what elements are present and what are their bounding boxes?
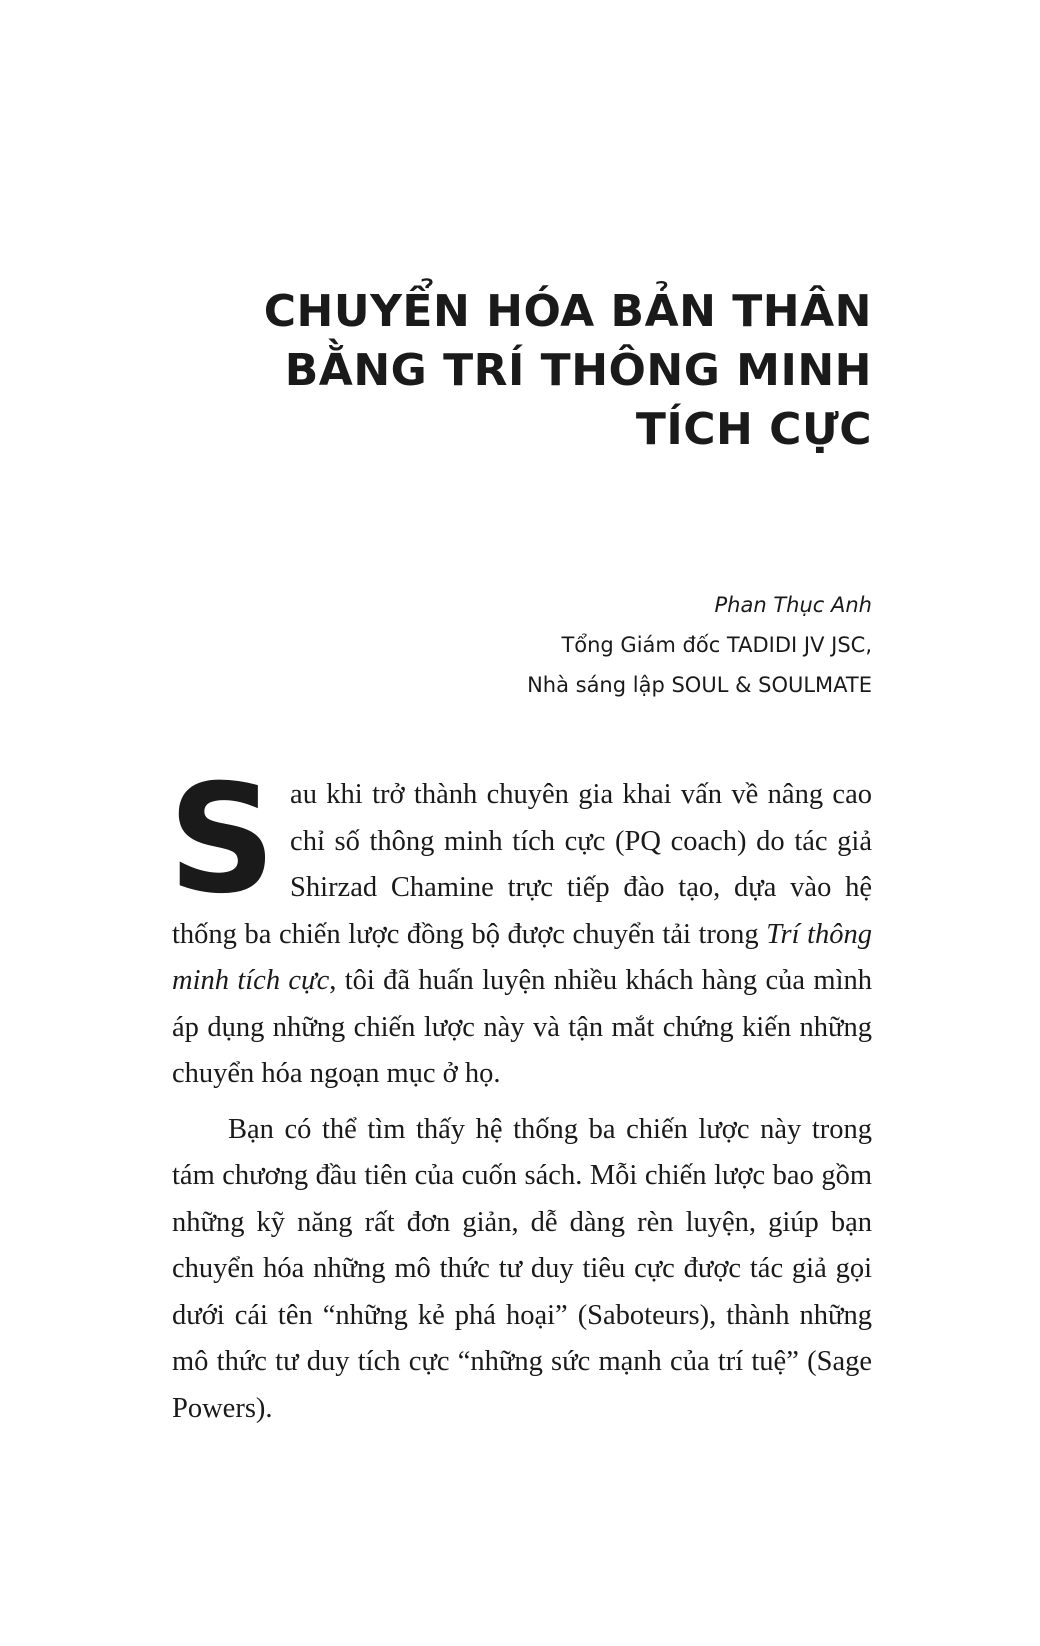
author-role-1: Tổng Giám đốc TADIDI JV JSC, <box>561 633 872 657</box>
paragraph-1-text-a: au khi trở thành chuyên gia khai vấn về nâng cao chỉ số thông minh tích cực (PQ coach) do tác giả Shirzad Chamine trực tiếp đào tạo, dựa vào hệ thống ba chiến lược đồng bộ được chuyển tải trong <box>172 779 872 950</box>
byline <box>272 585 872 705</box>
body-text <box>168 753 872 1432</box>
paragraph-2: Bạn có thể tìm thấy hệ thống ba chiến lược này trong tám chương đầu tiên của cuốn sách. Mỗi chiến lược bao gồm những kỹ năng rất đơn giản, dễ dàng rèn luyện, giúp bạn chuyển hóa những mô thức tư duy tiêu cực được tác giả gọi dưới cái tên “những kẻ phá hoại” (Saboteurs), thành những mô thức tư duy tích cực “những sức mạnh của trí tuệ” (Sage Powers). <box>172 1113 872 1424</box>
paragraph-1-text-b: , tôi đã huấn luyện nhiều khách hàng của mình áp dụng những chiến lược này và tận mắt chứng kiến những chuyển hóa ngoạn mục ở họ. <box>172 965 872 1089</box>
paragraph-1 <box>168 753 872 1098</box>
chapter-title-line-2: BẰNG TRÍ THÔNG MINH <box>284 345 872 396</box>
chapter-title-line-3: TÍCH CỰC <box>635 404 872 455</box>
drop-cap: S <box>168 753 277 927</box>
book-title-italic: Trí thông minh tích cực <box>172 918 872 996</box>
chapter-title <box>152 282 872 459</box>
author-role-2: Nhà sáng lập SOUL & SOULMATE <box>527 673 872 697</box>
chapter-title-line-1: CHUYỂN HÓA BẢN THÂN <box>263 286 872 337</box>
author-name: Phan Thục Anh <box>714 593 872 617</box>
